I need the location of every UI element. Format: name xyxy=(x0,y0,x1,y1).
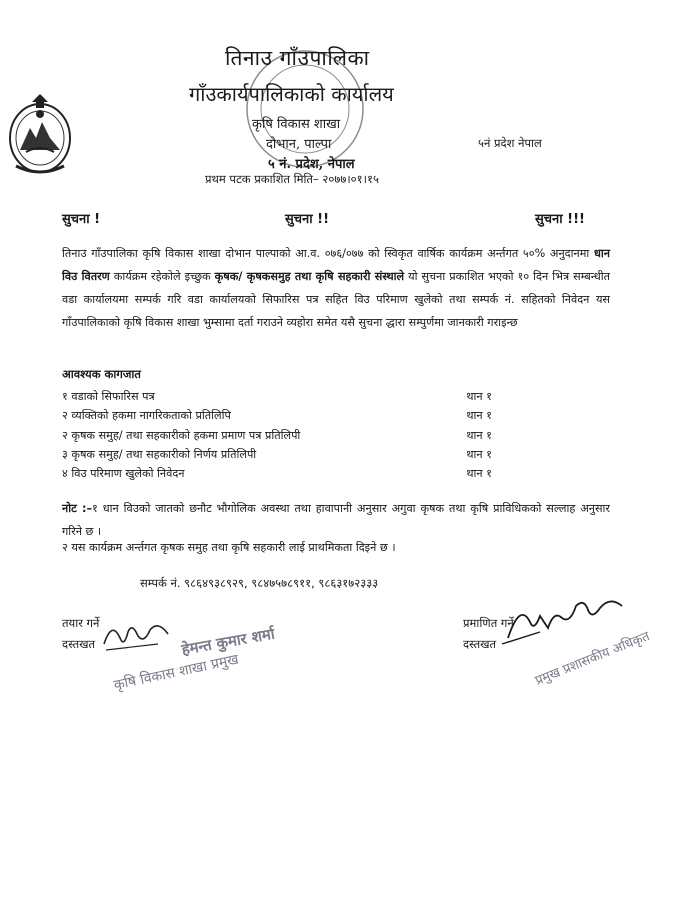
required-doc-label: १ वडाको सिफारिस पत्र xyxy=(62,390,155,403)
prepared-by-sign-label: दस्तखत xyxy=(62,637,96,651)
paragraph-text-1: तिनाउ गाँउपालिका कृषि विकास शाखा दोभान पाल्पाको आ.व. ०७६/०७७ को स्विकृत वार्षिक कार्यक्रम अर्न्तगत ५०% अनुदानमा xyxy=(62,247,594,260)
office-name: गाँउकार्यपालिकाको कार्यालय xyxy=(189,82,394,106)
required-doc-label: २ व्यक्तिको हकमा नागरिकताको प्रतिलिपि xyxy=(62,409,231,422)
certified-by-stamp-title: प्रमुख प्रशासकीय अधिकृत xyxy=(533,629,652,689)
contact-numbers: सम्पर्क नं. ९८६४९३८९२९, ९८४७५७८९११, ९८६३१७२३३३ xyxy=(140,576,379,590)
paragraph-highlight-program: धान विउ वितरण xyxy=(62,247,610,283)
note-line-1 xyxy=(62,497,610,543)
prepared-by-label: तयार गर्ने xyxy=(62,616,100,630)
note-text-1: १ धान विउको जातको छनौट भौगोलिक अवस्था तथा हावापानी अनुसार अगुवा कृषक तथा कृषि प्राविधिकको सल्लाह अनुसार गरिने छ । xyxy=(62,502,610,538)
office-address: दोभान, पाल्पा xyxy=(266,137,332,152)
certified-by-sign-label: दस्तखत xyxy=(463,637,497,651)
required-doc-quantity: थान १ xyxy=(466,429,492,442)
paragraph-text-2: कार्यक्रम रहेकोले इच्छुक xyxy=(109,270,215,283)
nepal-emblem-icon xyxy=(6,92,74,178)
certified-by-label: प्रमाणित गर्ने xyxy=(463,616,514,630)
municipality-name: तिनाउ गाँउपालिका xyxy=(225,46,370,70)
province-stamp-text: ५ नं. प्रदेश, नेपाल xyxy=(268,157,355,172)
required-doc-quantity: थान १ xyxy=(466,448,492,461)
prepared-by-signature xyxy=(98,614,178,656)
required-doc-quantity: थान १ xyxy=(466,467,492,480)
paragraph-text-3: यो सुचना प्रकाशित भएको १० दिन भित्र सम्बन्धीत वडा कार्यालयमा सम्पर्क गरि वडा कार्यालयको सिफारिस पत्र सहित विउ परिमाण खुलेको तथा सम्पर्क नं. सहितको निवेदन यस गाँउपालिकाको कृषि विकास शाखा भुम्सामा दर्ता गराउने व्यहोरा समेत यसै सुचना द्धारा सम्पुर्णमा जानकारी गराइन्छ xyxy=(62,270,610,329)
required-doc-quantity: थान १ xyxy=(466,390,492,403)
note-prefix: नोट :– xyxy=(62,502,93,515)
required-docs-heading: आवश्यक कागजात xyxy=(62,367,141,381)
publish-date: प्रथम पटक प्रकाशित मिति– २०७७।०१।१५ xyxy=(205,172,379,186)
required-doc-label: ४ विउ परिमाण खुलेको निवेदन xyxy=(62,467,185,480)
required-doc-label: २ कृषक समुह/ तथा सहकारीको हकमा प्रमाण पत्र प्रतिलिपी xyxy=(62,429,301,442)
prepared-by-stamp-name: हेमन्त कुमार शर्मा xyxy=(180,624,276,659)
required-doc-item xyxy=(62,466,492,484)
required-doc-label: ३ कृषक समुह/ तथा सहकारीको निर्णय प्रतिलिपी xyxy=(62,448,257,461)
province-label: ५नं प्रदेश नेपाल xyxy=(478,136,542,150)
branch-name: कृषि विकास शाखा xyxy=(252,117,341,132)
notice-title-left: सुचना ! xyxy=(62,212,101,227)
required-doc-item xyxy=(62,447,492,465)
required-doc-quantity: थान १ xyxy=(466,409,492,422)
notice-title-center: सुचना !! xyxy=(285,212,330,227)
main-paragraph xyxy=(62,242,610,334)
paragraph-highlight-applicants: कृषक/ कृषकसमुह तथा कृषि सहकारी संस्थाले xyxy=(214,270,405,283)
notice-title-right: सुचना !!! xyxy=(535,212,585,227)
required-doc-item xyxy=(62,389,492,407)
required-doc-item xyxy=(62,408,492,426)
note-line-2: २ यस कार्यक्रम अर्न्तगत कृषक समुह तथा कृषि सहकारी लाई प्राथमिकता दिइने छ । xyxy=(62,541,396,554)
prepared-by-stamp-title: कृषि विकास शाखा प्रमुख xyxy=(112,651,241,694)
required-doc-item xyxy=(62,428,492,446)
